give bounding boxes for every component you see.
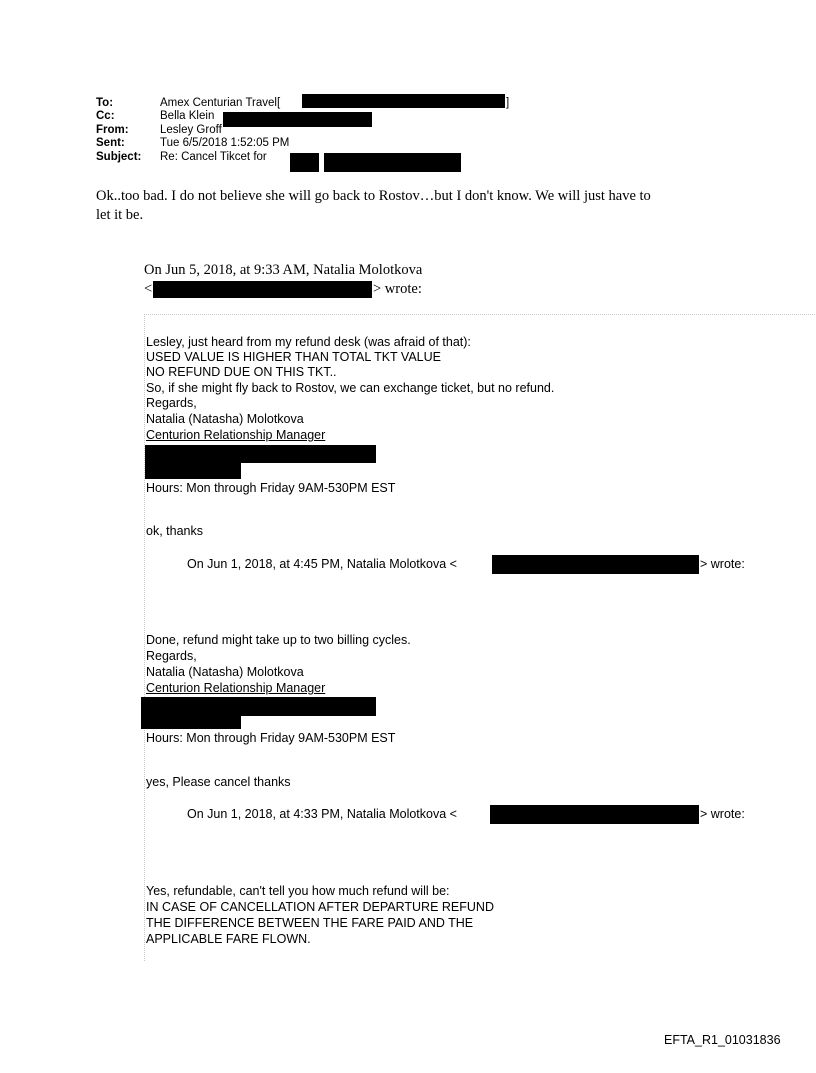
reply-text: ok, thanks [146,524,203,538]
signature-title: Centurion Relationship Manager [146,428,326,442]
subject-value: Re: Cancel Tikcet for [160,151,267,163]
message-line: Done, refund might take up to two billing cycles. [146,633,411,647]
quote-attribution-wrote: > wrote: [373,281,422,297]
redaction-box [223,112,372,127]
quote-attribution: On Jun 1, 2018, at 4:45 PM, Natalia Molotkova < [187,557,457,571]
redaction-box [141,715,241,729]
redaction-box [153,281,372,298]
quote-attribution: On Jun 1, 2018, at 4:33 PM, Natalia Molotkova < [187,807,457,821]
message-line: So, if she might fly back to Rostov, we can exchange ticket, but no refund. [146,381,555,395]
quote-attribution-open: < [144,281,153,297]
signature-hours: Hours: Mon through Friday 9AM-530PM EST [146,481,396,495]
signature-hours: Hours: Mon through Friday 9AM-530PM EST [146,731,396,745]
to-close-bracket: ] [506,97,510,109]
quote-attribution-wrote: > wrote: [700,807,745,821]
quote-attribution: On Jun 5, 2018, at 9:33 AM, Natalia Molotkova [144,262,423,278]
redaction-box [490,805,699,824]
reply-line-2: let it be. [96,207,144,223]
cc-label: Cc: [96,110,115,122]
message-line: Yes, refundable, can't tell you how much refund will be: [146,884,450,898]
redaction-box [141,697,376,716]
to-label: To: [96,97,114,109]
from-label: From: [96,124,129,136]
signature-title: Centurion Relationship Manager [146,681,326,695]
quote-attribution-wrote: > wrote: [700,557,745,571]
message-line: NO REFUND DUE ON THIS TKT.. [146,365,337,379]
message-line: Regards, [146,649,197,663]
document-id: EFTA_R1_01031836 [664,1033,781,1047]
redaction-box [145,445,376,463]
message-line: USED VALUE IS HIGHER THAN TOTAL TKT VALUE [146,350,441,364]
message-line: APPLICABLE FARE FLOWN. [146,932,311,946]
sent-label: Sent: [96,137,125,149]
message-line: Regards, [146,396,197,410]
message-line: IN CASE OF CANCELLATION AFTER DEPARTURE REFUND [146,900,494,914]
signature-name: Natalia (Natasha) Molotkova [146,665,304,679]
reply-text: yes, Please cancel thanks [146,775,291,789]
sent-value: Tue 6/5/2018 1:52:05 PM [160,137,290,149]
from-value: Lesley Groff [160,124,222,136]
redaction-box [492,555,699,574]
redaction-box [302,94,505,108]
message-line: THE DIFFERENCE BETWEEN THE FARE PAID AND THE [146,916,474,930]
message-line: Lesley, just heard from my refund desk (was afraid of that): [146,335,471,349]
cc-value: Bella Klein [160,110,215,122]
redaction-box [290,153,319,172]
reply-line-1: Ok..too bad. I do not believe she will go back to Rostov…but I don't know. We will just have to [96,188,651,204]
signature-name: Natalia (Natasha) Molotkova [146,412,304,426]
subject-label: Subject: [96,151,142,163]
redaction-box [324,153,461,172]
redaction-box [145,462,241,479]
to-value: Amex Centurian Travel[ [160,97,281,109]
